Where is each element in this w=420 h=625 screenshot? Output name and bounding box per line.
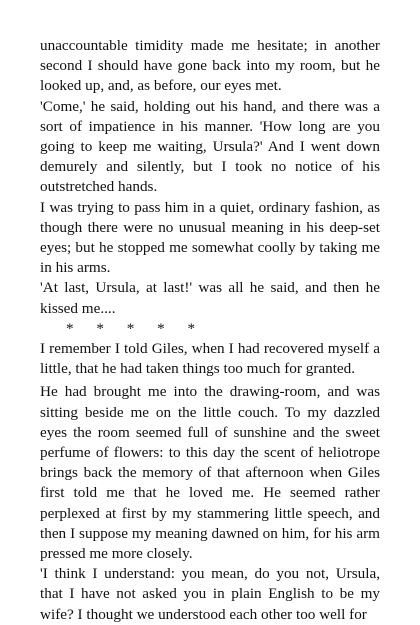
- paragraph-3: I was trying to pass him in a quiet, ordinary fashion, as though there were no unusual meaning in his deep-set eyes; but he stopped me somewhat coolly by taking me in his arms.: [40, 198, 380, 277]
- paragraph-4: 'At last, Ursula, at last!' was all he said, and then he kissed me....: [40, 279, 380, 317]
- paragraph-2: 'Come,' he said, holding out his hand, and there was a sort of impatience in his manner. 'How long are you going to keep me waiting, Ursula?' And I went down demurely and silently, but I took no notice of his outstretched hands.: [40, 97, 380, 196]
- paragraph-6: He had brought me into the drawing-room, and was sitting beside me on the little couch. To my dazzled eyes the room seemed full of sunshine and the sweet perfume of flowers: to this day the scent of heliotrope brings back the memory of that afternoon when Giles first told me that he loved me. He seemed rather perplexed at first by my stammering little speech, and then I suppose my meaning dawned on him, for his arm pressed me more closely.: [40, 383, 380, 563]
- paragraph-7: 'I think I understand: you mean, do you not, Ursula, that I have not asked you in plain English to be my wife? I thought we understood each other too well for: [40, 565, 380, 623]
- section-break: * * * * *: [66, 319, 196, 337]
- paragraph-5: I remember I told Giles, when I had recovered myself a little, that he had taken things too much for granted.: [40, 340, 380, 378]
- page-text: [40, 36, 380, 625]
- paragraph-1: unaccountable timidity made me hesitate; in another second I should have gone back into my room, but he looked up, and, as before, our eyes met.: [40, 37, 380, 95]
